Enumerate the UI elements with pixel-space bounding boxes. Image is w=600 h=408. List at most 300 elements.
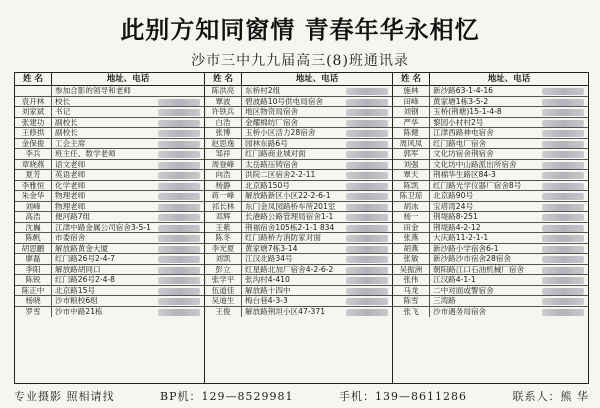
- address-cell: [242, 86, 392, 96]
- table-row: [393, 181, 588, 192]
- table-row: [205, 202, 392, 213]
- address-text: 红门路26号2-4-8: [55, 275, 116, 285]
- footer-pager: BP机：129—8529981: [160, 390, 294, 403]
- student-name: 白浩: [205, 118, 242, 128]
- header-name: 姓 名: [393, 73, 430, 85]
- student-name: 王修拱: [15, 128, 52, 138]
- address-cell: [52, 233, 204, 243]
- address-text: 解放路胡同口: [55, 264, 101, 274]
- redacted-phone: [346, 256, 388, 263]
- table-row: [393, 223, 588, 234]
- redacted-phone: [542, 225, 584, 232]
- address-text: 新沙路沙市宿舍28宿舍: [433, 254, 512, 264]
- address-text: 红门路桥方消防家对面: [245, 233, 321, 243]
- table-row: [15, 160, 204, 171]
- table-header: [15, 73, 204, 86]
- address-cell: [430, 191, 588, 201]
- address-text: 荆福宿舍105栋2-1-1 834: [245, 222, 335, 232]
- table-row: [205, 149, 392, 160]
- redacted-phone: [158, 288, 200, 295]
- table-row: [15, 296, 204, 307]
- redacted-phone: [158, 298, 200, 305]
- address-text: 东桥村2组: [245, 86, 281, 95]
- redacted-phone: [158, 172, 200, 179]
- table-row: [205, 170, 392, 181]
- address-cell: [52, 170, 204, 180]
- redacted-phone: [158, 120, 200, 127]
- address-cell: [242, 160, 392, 170]
- redacted-phone: [158, 204, 200, 211]
- student-name: 罗雪: [15, 307, 52, 318]
- table-row: [15, 191, 204, 202]
- address-text: 文化坊宿舍荆宿舍: [433, 149, 494, 159]
- address-text: 校长: [55, 96, 71, 106]
- address-text: 黎园小村村2号: [433, 117, 484, 127]
- student-name: 刘强: [393, 160, 430, 170]
- table-row: [15, 275, 204, 286]
- student-name: 郭军: [393, 149, 430, 159]
- redacted-phone: [346, 141, 388, 148]
- table-row: [393, 191, 588, 202]
- table-row: [15, 202, 204, 213]
- redacted-phone: [346, 183, 388, 190]
- table-row: [205, 139, 392, 150]
- student-name: 吴迪生: [205, 296, 242, 306]
- address-cell: [242, 286, 392, 296]
- student-name: 张伟: [393, 275, 430, 285]
- redacted-phone: [346, 162, 388, 169]
- address-cell: [52, 296, 204, 306]
- address-cell: [242, 233, 392, 243]
- address-cell: [242, 244, 392, 254]
- address-cell: [52, 212, 204, 222]
- address-text: 北京路90号: [433, 191, 474, 201]
- redacted-phone: [542, 256, 584, 263]
- address-cell: [242, 181, 392, 191]
- address-cell: [430, 275, 588, 285]
- table-row: [393, 118, 588, 129]
- redacted-phone: [542, 267, 584, 274]
- redacted-phone: [542, 214, 584, 221]
- address-text: 红星路北加厂宿舍4-2-6-2: [245, 264, 334, 274]
- table-row: [393, 86, 588, 97]
- address-text: 红门路26号2-4-7: [55, 254, 116, 264]
- student-name: 陈健: [393, 128, 430, 138]
- table-row: [393, 202, 588, 213]
- header-address: 地址、电话: [487, 74, 531, 84]
- table-row: [15, 107, 204, 118]
- table-row: [393, 170, 588, 181]
- student-name: 朱金华: [15, 191, 52, 201]
- redacted-phone: [158, 267, 200, 274]
- address-text: 玉桥小区活力28宿舍: [245, 128, 316, 138]
- address-cell: [242, 223, 392, 233]
- address-cell: [430, 97, 588, 107]
- student-name: 张敏: [393, 254, 430, 264]
- address-text: 东门金凤园路桥车所201室: [245, 201, 336, 211]
- table-row: [393, 233, 588, 244]
- student-name: 李兵: [15, 149, 52, 159]
- address-text: 解放路新区小区22-2-6-1: [245, 191, 331, 201]
- address-cell: [52, 286, 204, 296]
- table-row: [205, 275, 392, 286]
- address-text: 语文老师: [55, 159, 86, 169]
- redacted-phone: [158, 141, 200, 148]
- redacted-phone: [158, 246, 200, 253]
- table-row: [205, 128, 392, 139]
- address-text: 三湾路: [433, 296, 456, 306]
- footer-ad-text: 专业摄影 照相请找: [14, 390, 115, 403]
- address-cell: [430, 139, 588, 149]
- table-row: [15, 149, 204, 160]
- address-cell: [430, 170, 588, 180]
- address-cell: [52, 97, 204, 107]
- address-cell: [430, 107, 588, 117]
- address-cell: [430, 296, 588, 306]
- address-text: 太岳路压铸宿舍: [245, 159, 299, 169]
- table-row: [205, 160, 392, 171]
- table-row: [15, 223, 204, 234]
- student-name: 李雅恒: [15, 181, 52, 191]
- header-name: 姓 名: [205, 73, 242, 85]
- address-text: 解放路黄金大厦: [55, 243, 109, 253]
- student-name: 覃波: [205, 97, 242, 107]
- address-cell: [242, 97, 392, 107]
- address-text: 黄家塘1栋3-5-2: [433, 96, 489, 106]
- student-name: 张博: [205, 128, 242, 138]
- student-name: 夏芳: [15, 170, 52, 180]
- redacted-phone: [158, 214, 200, 221]
- student-name: 赵思逸: [205, 139, 242, 149]
- redacted-phone: [542, 172, 584, 179]
- table-row: [393, 128, 588, 139]
- address-cell: [430, 223, 588, 233]
- redacted-phone: [346, 172, 388, 179]
- student-name: 邹祥: [205, 149, 242, 159]
- redacted-phone: [346, 151, 388, 158]
- redacted-phone: [542, 246, 584, 253]
- table-row: [15, 286, 204, 297]
- redacted-phone: [542, 162, 584, 169]
- address-text: 物理老师: [55, 191, 86, 201]
- table-row: [15, 139, 204, 150]
- table-row: [393, 97, 588, 108]
- address-cell: [242, 202, 392, 212]
- student-name: 李光夏: [205, 244, 242, 254]
- table-row: [15, 128, 204, 139]
- student-name: 祁长林: [205, 202, 242, 212]
- redacted-phone: [346, 267, 388, 274]
- table-row: [205, 181, 392, 192]
- address-cell: [52, 275, 204, 285]
- table-row: [15, 244, 204, 255]
- redacted-phone: [158, 109, 200, 116]
- redacted-phone: [158, 309, 200, 316]
- address-cell: [52, 149, 204, 159]
- redacted-phone: [346, 277, 388, 284]
- redacted-phone: [542, 309, 584, 316]
- redacted-phone: [346, 193, 388, 200]
- table-row: [15, 307, 204, 318]
- photo-ad-footer: [14, 387, 589, 405]
- address-cell: [430, 149, 588, 159]
- student-name: 许铁兵: [205, 107, 242, 117]
- table-row: [205, 296, 392, 307]
- address-text: 北京路150号: [245, 180, 290, 190]
- redacted-phone: [346, 130, 388, 137]
- footer-mobile: 手机：139—8611286: [338, 390, 467, 403]
- table-row: [15, 181, 204, 192]
- redacted-phone: [346, 109, 388, 116]
- address-cell: [242, 170, 392, 180]
- address-text: 荆棉华生路区84-3: [433, 170, 496, 180]
- redacted-phone: [542, 277, 584, 284]
- redacted-phone: [542, 235, 584, 242]
- address-cell: [242, 296, 392, 306]
- directory-rows-2: [205, 86, 392, 317]
- address-cell: [242, 107, 392, 117]
- directory-block-3: [393, 73, 588, 383]
- address-text: 洪院二区宿舍2-2-11: [245, 170, 316, 180]
- redacted-phone: [158, 151, 200, 158]
- address-cell: [430, 128, 588, 138]
- student-name: 陈洪亮: [205, 86, 242, 96]
- student-name: 伍道佳: [205, 286, 242, 296]
- redacted-phone: [346, 298, 388, 305]
- address-text: 沙市中路21栋: [55, 306, 103, 316]
- student-name: 杨静: [205, 181, 242, 191]
- table-row: [393, 244, 588, 255]
- table-row: [15, 265, 204, 276]
- directory-rows-3: [393, 86, 588, 317]
- table-row: [205, 286, 392, 297]
- address-text: 副校长: [55, 117, 78, 127]
- student-name: 陈锐: [15, 275, 52, 285]
- student-name: 高浩: [15, 212, 52, 222]
- address-cell: [242, 139, 392, 149]
- address-text: 文化坊中山路派出所宿舍: [433, 159, 517, 169]
- student-name: 胡燕: [393, 244, 430, 254]
- address-text: 荆堤路4-2-12: [433, 222, 481, 232]
- address-text: 碧波路10号供电局宿舍: [245, 96, 324, 106]
- address-cell: [430, 265, 588, 275]
- table-row: [393, 212, 588, 223]
- table-row: [205, 233, 392, 244]
- address-text: 解放路十四中: [245, 285, 291, 295]
- student-name: 田金: [393, 223, 430, 233]
- redacted-phone: [542, 204, 584, 211]
- redacted-phone: [542, 130, 584, 137]
- address-cell: [52, 265, 204, 275]
- address-text: 解放路荆坦小区47-371: [245, 306, 326, 316]
- student-name: 施林: [393, 86, 430, 96]
- table-row: [15, 118, 204, 129]
- student-name: 刘凯: [205, 254, 242, 264]
- table-row: [15, 86, 204, 97]
- address-cell: [430, 202, 588, 212]
- address-text: 朝阳路江口石油机械厂宿舍: [433, 264, 525, 274]
- directory-rows-1: [15, 86, 204, 317]
- address-text: 北京路15号: [55, 285, 96, 295]
- address-cell: [52, 86, 204, 96]
- table-row: [205, 86, 392, 97]
- redacted-phone: [346, 88, 388, 95]
- address-cell: [430, 118, 588, 128]
- redacted-phone: [158, 130, 200, 137]
- table-row: [15, 233, 204, 244]
- header-name: 姓 名: [15, 73, 52, 85]
- student-name: 覃天: [393, 170, 430, 180]
- student-name: 刘家斌: [15, 107, 52, 117]
- student-name: 金保俊: [15, 139, 52, 149]
- address-text: 沙市遇务局宿舍: [433, 306, 487, 316]
- redacted-phone: [158, 162, 200, 169]
- redacted-phone: [542, 99, 584, 106]
- redacted-phone: [542, 88, 584, 95]
- address-text: 江津中路金属公司宿舍3-5-1: [55, 222, 151, 232]
- address-text: 荆堤路8-251: [433, 212, 478, 222]
- redacted-phone: [542, 109, 584, 116]
- address-cell: [242, 265, 392, 275]
- redacted-phone: [542, 120, 584, 127]
- address-cell: [52, 307, 204, 318]
- table-row: [393, 286, 588, 297]
- address-cell: [52, 223, 204, 233]
- footer-contact: 联系人：熊 华: [512, 390, 589, 403]
- student-name: [15, 86, 52, 96]
- student-name: 陈正中: [15, 286, 52, 296]
- address-cell: [242, 275, 392, 285]
- address-cell: [242, 307, 392, 318]
- table-row: [205, 265, 392, 276]
- redacted-phone: [158, 235, 200, 242]
- address-text: 物理老师: [55, 201, 86, 211]
- redacted-phone: [158, 225, 200, 232]
- student-name: 袁开林: [15, 97, 52, 107]
- address-cell: [430, 244, 588, 254]
- redacted-phone: [346, 309, 388, 316]
- redacted-phone: [158, 183, 200, 190]
- student-name: 陈凯: [393, 181, 430, 191]
- address-text: 书记: [55, 107, 71, 117]
- directory-block-2: [205, 73, 393, 383]
- table-row: [205, 212, 392, 223]
- table-row: [393, 107, 588, 118]
- student-name: 田峰: [393, 97, 430, 107]
- address-text: 新沙路63-1-4-16: [433, 86, 493, 95]
- address-text: 长港路公路管理局宿舍1-1: [245, 212, 334, 222]
- student-name: 彭立: [205, 265, 242, 275]
- table-row: [205, 244, 392, 255]
- student-name: 刘峰: [15, 202, 52, 212]
- redacted-phone: [346, 99, 388, 106]
- address-text: 参加合影的领导和老师: [55, 86, 131, 95]
- table-row: [205, 97, 392, 108]
- address-cell: [52, 254, 204, 264]
- table-row: [205, 223, 392, 234]
- address-cell: [242, 212, 392, 222]
- address-text: 班主任、数学老师: [55, 149, 116, 159]
- address-cell: [430, 160, 588, 170]
- redacted-phone: [346, 225, 388, 232]
- redacted-phone: [158, 256, 200, 263]
- table-row: [15, 212, 204, 223]
- address-text: 便河路7组: [55, 212, 91, 222]
- address-text: 江汉北路34号: [245, 254, 293, 264]
- address-text: 沙市粮校6组: [55, 296, 98, 306]
- directory-block-1: [15, 73, 205, 383]
- student-name: 张学平: [205, 275, 242, 285]
- address-text: 大庆路11-2-1-1: [433, 233, 489, 243]
- student-name: 杨晓: [15, 296, 52, 306]
- address-cell: [430, 212, 588, 222]
- address-cell: [52, 139, 204, 149]
- address-text: 红门路光学仪器厂宿舍8号: [433, 180, 522, 190]
- redacted-phone: [346, 120, 388, 127]
- redacted-phone: [542, 151, 584, 158]
- table-row: [393, 149, 588, 160]
- address-cell: [52, 160, 204, 170]
- table-header: [393, 73, 588, 86]
- table-row: [15, 170, 204, 181]
- address-text: 副校长: [55, 128, 78, 138]
- address-cell: [242, 128, 392, 138]
- redacted-phone: [346, 246, 388, 253]
- table-row: [15, 254, 204, 265]
- student-name: 胡思鹏: [15, 244, 52, 254]
- table-row: [393, 275, 588, 286]
- address-cell: [52, 107, 204, 117]
- address-text: 市委宿舍: [55, 233, 86, 243]
- table-header: [205, 73, 392, 86]
- student-name: 周登峰: [205, 160, 242, 170]
- student-name: 陈雪: [393, 296, 430, 306]
- address-text: 江津西路神电宿舍: [433, 128, 494, 138]
- address-cell: [430, 181, 588, 191]
- directory-table: [14, 72, 589, 384]
- header-address: 地址、电话: [295, 74, 339, 84]
- student-name: 沈巍: [15, 223, 52, 233]
- student-name: 杨一: [393, 212, 430, 222]
- address-cell: [52, 202, 204, 212]
- address-cell: [430, 307, 588, 318]
- student-name: 周风凤: [393, 139, 430, 149]
- address-text: 黄家塘7栋3-14: [245, 243, 298, 253]
- address-cell: [242, 149, 392, 159]
- table-row: [205, 307, 392, 318]
- address-text: 地区物资局宿舍: [245, 107, 299, 117]
- address-text: 江汉路4-1-1: [433, 275, 476, 285]
- address-text: 宝塔湾24号: [433, 201, 474, 211]
- student-name: 李阳: [15, 265, 52, 275]
- student-name: 严华: [393, 118, 430, 128]
- student-name: 张飞: [393, 307, 430, 318]
- table-row: [205, 118, 392, 129]
- table-row: [205, 254, 392, 265]
- address-text: 园林东路6号: [245, 138, 288, 148]
- address-cell: [430, 286, 588, 296]
- redacted-phone: [542, 298, 584, 305]
- student-name: 陈卫琼: [393, 191, 430, 201]
- table-row: [205, 107, 392, 118]
- table-row: [393, 265, 588, 276]
- address-text: 红门路电厂宿舍: [433, 138, 487, 148]
- address-text: 红门路商业城对面: [245, 149, 306, 159]
- address-cell: [242, 254, 392, 264]
- redacted-phone: [542, 193, 584, 200]
- redacted-phone: [158, 277, 200, 284]
- table-row: [393, 254, 588, 265]
